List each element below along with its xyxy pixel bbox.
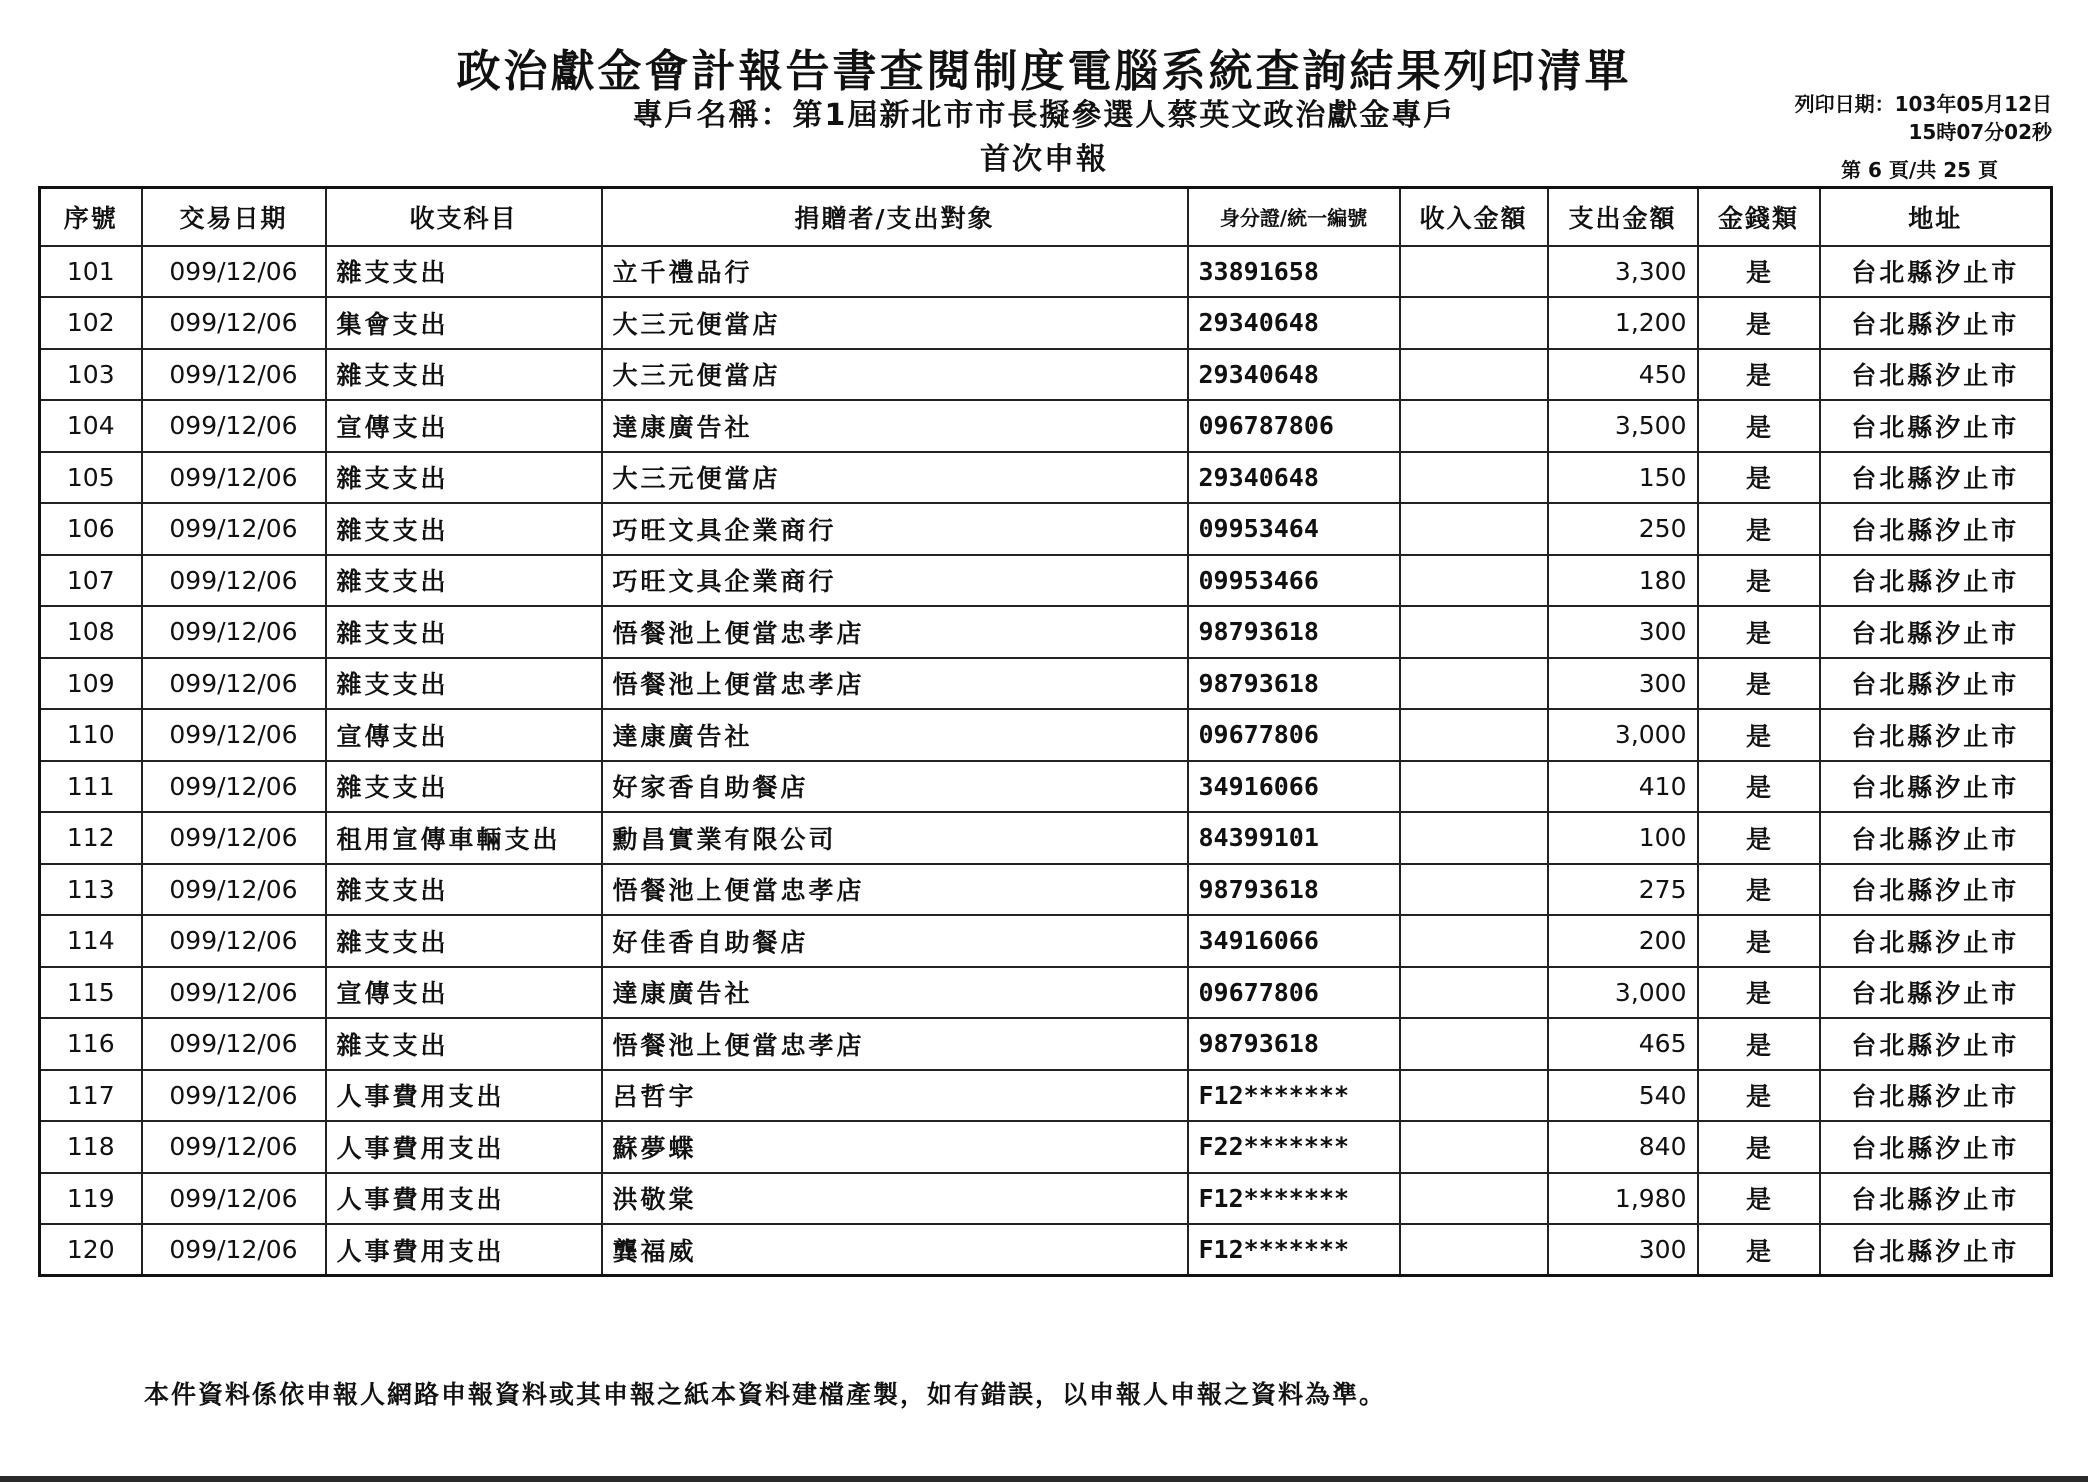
row-id-number: 096787806 (1188, 400, 1400, 452)
table-row (40, 297, 2052, 349)
row-id-number: 29340648 (1188, 297, 1400, 349)
row-income (1400, 1121, 1548, 1173)
row-date: 099/12/06 (142, 864, 326, 916)
row-money-type: 是 (1698, 503, 1820, 555)
row-income (1400, 606, 1548, 658)
row-money-type: 是 (1698, 812, 1820, 864)
row-id-number: 34916066 (1188, 915, 1400, 967)
table-row (40, 1070, 2052, 1122)
row-date: 099/12/06 (142, 915, 326, 967)
row-category: 人事費用支出 (326, 1224, 602, 1276)
row-address: 台北縣汐止市 (1820, 967, 2052, 1019)
row-expense: 450 (1548, 349, 1698, 401)
column-header-category: 收支科目 (326, 188, 602, 246)
row-payee: 達康廣告社 (602, 967, 1188, 1019)
row-address: 台北縣汐止市 (1820, 1018, 2052, 1070)
row-id-number: 29340648 (1188, 349, 1400, 401)
row-address: 台北縣汐止市 (1820, 349, 2052, 401)
table-row (40, 812, 2052, 864)
column-header-id: 身分證/統一編號 (1188, 188, 1400, 246)
row-money-type: 是 (1698, 1070, 1820, 1122)
row-category: 雜支支出 (326, 864, 602, 916)
row-id-number: 34916066 (1188, 761, 1400, 813)
row-address: 台北縣汐止市 (1820, 812, 2052, 864)
row-date: 099/12/06 (142, 1224, 326, 1276)
row-date: 099/12/06 (142, 1173, 326, 1225)
row-payee: 龔福威 (602, 1224, 1188, 1276)
table-row (40, 709, 2052, 761)
row-seq: 107 (40, 555, 142, 607)
row-payee: 悟餐池上便當忠孝店 (602, 1018, 1188, 1070)
row-expense: 250 (1548, 503, 1698, 555)
row-category: 宣傳支出 (326, 709, 602, 761)
row-payee: 立千禮品行 (602, 246, 1188, 298)
footnote: 本件資料係依申報人網路申報資料或其申報之紙本資料建檔產製，如有錯誤，以申報人申報之資料為準。 (144, 1380, 1387, 1409)
table-row (40, 761, 2052, 813)
row-income (1400, 452, 1548, 504)
row-income (1400, 658, 1548, 710)
row-payee: 蘇夢蝶 (602, 1121, 1188, 1173)
row-category: 宣傳支出 (326, 400, 602, 452)
row-expense: 410 (1548, 761, 1698, 813)
row-payee: 大三元便當店 (602, 452, 1188, 504)
row-expense: 465 (1548, 1018, 1698, 1070)
row-id-number: 29340648 (1188, 452, 1400, 504)
row-date: 099/12/06 (142, 761, 326, 813)
table-header-row (40, 188, 2052, 246)
row-income (1400, 915, 1548, 967)
row-payee: 呂哲宇 (602, 1070, 1188, 1122)
row-seq: 112 (40, 812, 142, 864)
row-category: 雜支支出 (326, 1018, 602, 1070)
page-indicator: 第 6 頁/共 25 頁 (1841, 158, 1998, 182)
table-row (40, 915, 2052, 967)
row-money-type: 是 (1698, 452, 1820, 504)
row-address: 台北縣汐止市 (1820, 761, 2052, 813)
row-id-number: F12******* (1188, 1224, 1400, 1276)
row-category: 租用宣傳車輛支出 (326, 812, 602, 864)
row-expense: 150 (1548, 452, 1698, 504)
row-money-type: 是 (1698, 349, 1820, 401)
row-seq: 118 (40, 1121, 142, 1173)
row-seq: 111 (40, 761, 142, 813)
row-payee: 達康廣告社 (602, 709, 1188, 761)
table-row (40, 658, 2052, 710)
row-date: 099/12/06 (142, 555, 326, 607)
row-money-type: 是 (1698, 246, 1820, 298)
row-income (1400, 1173, 1548, 1225)
row-income (1400, 503, 1548, 555)
row-expense: 300 (1548, 606, 1698, 658)
row-payee: 大三元便當店 (602, 349, 1188, 401)
row-category: 雜支支出 (326, 606, 602, 658)
row-date: 099/12/06 (142, 967, 326, 1019)
row-money-type: 是 (1698, 297, 1820, 349)
row-expense: 3,000 (1548, 709, 1698, 761)
row-seq: 115 (40, 967, 142, 1019)
row-payee: 好家香自助餐店 (602, 761, 1188, 813)
row-seq: 106 (40, 503, 142, 555)
row-expense: 540 (1548, 1070, 1698, 1122)
row-date: 099/12/06 (142, 349, 326, 401)
row-payee: 悟餐池上便當忠孝店 (602, 658, 1188, 710)
row-expense: 300 (1548, 1224, 1698, 1276)
row-category: 雜支支出 (326, 915, 602, 967)
table-row (40, 400, 2052, 452)
row-money-type: 是 (1698, 1224, 1820, 1276)
row-seq: 109 (40, 658, 142, 710)
print-time-line: 15時07分02秒 (1908, 120, 2052, 144)
row-expense: 3,500 (1548, 400, 1698, 452)
row-expense: 100 (1548, 812, 1698, 864)
row-expense: 180 (1548, 555, 1698, 607)
row-category: 集會支出 (326, 297, 602, 349)
row-date: 099/12/06 (142, 1070, 326, 1122)
row-expense: 300 (1548, 658, 1698, 710)
column-header-payee: 捐贈者/支出對象 (602, 188, 1188, 246)
account-name: 專戶名稱：第1屆新北市市長擬參選人蔡英文政治獻金專戶 (632, 98, 1456, 133)
column-header-money-type: 金錢類 (1698, 188, 1820, 246)
row-address: 台北縣汐止市 (1820, 658, 2052, 710)
row-seq: 113 (40, 864, 142, 916)
row-seq: 101 (40, 246, 142, 298)
row-money-type: 是 (1698, 606, 1820, 658)
row-id-number: 98793618 (1188, 864, 1400, 916)
row-date: 099/12/06 (142, 1018, 326, 1070)
row-date: 099/12/06 (142, 709, 326, 761)
row-expense: 1,980 (1548, 1173, 1698, 1225)
row-id-number: 09677806 (1188, 967, 1400, 1019)
row-income (1400, 812, 1548, 864)
table-row (40, 1224, 2052, 1276)
row-address: 台北縣汐止市 (1820, 1224, 2052, 1276)
row-payee: 巧旺文具企業商行 (602, 503, 1188, 555)
row-payee: 洪敬棠 (602, 1173, 1188, 1225)
row-expense: 200 (1548, 915, 1698, 967)
column-header-date: 交易日期 (142, 188, 326, 246)
column-header-income: 收入金額 (1400, 188, 1548, 246)
table-row (40, 503, 2052, 555)
row-address: 台北縣汐止市 (1820, 297, 2052, 349)
row-seq: 108 (40, 606, 142, 658)
row-id-number: 33891658 (1188, 246, 1400, 298)
scan-edge (0, 1476, 2088, 1482)
row-id-number: F12******* (1188, 1173, 1400, 1225)
row-date: 099/12/06 (142, 812, 326, 864)
print-date-line: 列印日期：103年05月12日 (1794, 92, 2052, 116)
row-category: 雜支支出 (326, 452, 602, 504)
row-payee: 好佳香自助餐店 (602, 915, 1188, 967)
row-income (1400, 709, 1548, 761)
report-type: 首次申報 (980, 142, 1108, 177)
row-category: 人事費用支出 (326, 1173, 602, 1225)
column-header-address: 地址 (1820, 188, 2052, 246)
print-date (1732, 90, 2052, 146)
row-income (1400, 1018, 1548, 1070)
row-category: 雜支支出 (326, 658, 602, 710)
row-date: 099/12/06 (142, 658, 326, 710)
row-payee: 達康廣告社 (602, 400, 1188, 452)
row-id-number: F12******* (1188, 1070, 1400, 1122)
table-row (40, 452, 2052, 504)
row-date: 099/12/06 (142, 400, 326, 452)
table-row (40, 246, 2052, 298)
row-address: 台北縣汐止市 (1820, 452, 2052, 504)
row-income (1400, 967, 1548, 1019)
page-title: 政治獻金會計報告書查閱制度電腦系統查詢結果列印清單 (456, 46, 1632, 97)
row-money-type: 是 (1698, 915, 1820, 967)
row-money-type: 是 (1698, 1173, 1820, 1225)
row-address: 台北縣汐止市 (1820, 503, 2052, 555)
row-seq: 104 (40, 400, 142, 452)
table-row (40, 864, 2052, 916)
row-date: 099/12/06 (142, 1121, 326, 1173)
row-date: 099/12/06 (142, 503, 326, 555)
row-payee: 巧旺文具企業商行 (602, 555, 1188, 607)
row-seq: 116 (40, 1018, 142, 1070)
row-address: 台北縣汐止市 (1820, 864, 2052, 916)
row-seq: 120 (40, 1224, 142, 1276)
row-expense: 1,200 (1548, 297, 1698, 349)
row-id-number: 84399101 (1188, 812, 1400, 864)
row-income (1400, 555, 1548, 607)
row-address: 台北縣汐止市 (1820, 555, 2052, 607)
row-id-number: F22******* (1188, 1121, 1400, 1173)
row-category: 雜支支出 (326, 246, 602, 298)
row-address: 台北縣汐止市 (1820, 1121, 2052, 1173)
row-id-number: 98793618 (1188, 606, 1400, 658)
table-row (40, 967, 2052, 1019)
table-row (40, 349, 2052, 401)
row-payee: 悟餐池上便當忠孝店 (602, 864, 1188, 916)
row-id-number: 09953464 (1188, 503, 1400, 555)
row-expense: 275 (1548, 864, 1698, 916)
row-income (1400, 349, 1548, 401)
row-money-type: 是 (1698, 761, 1820, 813)
column-header-expense: 支出金額 (1548, 188, 1698, 246)
row-money-type: 是 (1698, 864, 1820, 916)
row-category: 人事費用支出 (326, 1070, 602, 1122)
row-address: 台北縣汐止市 (1820, 709, 2052, 761)
row-address: 台北縣汐止市 (1820, 1173, 2052, 1225)
row-address: 台北縣汐止市 (1820, 1070, 2052, 1122)
table-row (40, 1121, 2052, 1173)
row-address: 台北縣汐止市 (1820, 606, 2052, 658)
row-income (1400, 864, 1548, 916)
row-category: 雜支支出 (326, 761, 602, 813)
table-row (40, 1018, 2052, 1070)
row-money-type: 是 (1698, 400, 1820, 452)
table-row (40, 555, 2052, 607)
row-id-number: 09953466 (1188, 555, 1400, 607)
row-id-number: 98793618 (1188, 1018, 1400, 1070)
column-header-seq: 序號 (40, 188, 142, 246)
row-seq: 117 (40, 1070, 142, 1122)
row-date: 099/12/06 (142, 606, 326, 658)
row-income (1400, 297, 1548, 349)
row-income (1400, 761, 1548, 813)
row-date: 099/12/06 (142, 246, 326, 298)
row-address: 台北縣汐止市 (1820, 400, 2052, 452)
row-date: 099/12/06 (142, 297, 326, 349)
row-payee: 大三元便當店 (602, 297, 1188, 349)
row-date: 099/12/06 (142, 452, 326, 504)
row-money-type: 是 (1698, 658, 1820, 710)
row-money-type: 是 (1698, 709, 1820, 761)
row-address: 台北縣汐止市 (1820, 915, 2052, 967)
row-category: 雜支支出 (326, 349, 602, 401)
row-expense: 840 (1548, 1121, 1698, 1173)
row-expense: 3,000 (1548, 967, 1698, 1019)
table-row (40, 606, 2052, 658)
row-money-type: 是 (1698, 555, 1820, 607)
row-payee: 悟餐池上便當忠孝店 (602, 606, 1188, 658)
table-row (40, 1173, 2052, 1225)
row-money-type: 是 (1698, 967, 1820, 1019)
row-income (1400, 246, 1548, 298)
row-seq: 105 (40, 452, 142, 504)
row-id-number: 09677806 (1188, 709, 1400, 761)
row-seq: 102 (40, 297, 142, 349)
row-address: 台北縣汐止市 (1820, 246, 2052, 298)
row-money-type: 是 (1698, 1121, 1820, 1173)
row-expense: 3,300 (1548, 246, 1698, 298)
row-category: 雜支支出 (326, 503, 602, 555)
row-id-number: 98793618 (1188, 658, 1400, 710)
row-payee: 勳昌實業有限公司 (602, 812, 1188, 864)
row-income (1400, 400, 1548, 452)
row-seq: 103 (40, 349, 142, 401)
records-table (38, 186, 2053, 1277)
row-category: 宣傳支出 (326, 967, 602, 1019)
row-seq: 119 (40, 1173, 142, 1225)
row-category: 雜支支出 (326, 555, 602, 607)
row-seq: 110 (40, 709, 142, 761)
row-money-type: 是 (1698, 1018, 1820, 1070)
row-seq: 114 (40, 915, 142, 967)
row-category: 人事費用支出 (326, 1121, 602, 1173)
row-income (1400, 1070, 1548, 1122)
row-income (1400, 1224, 1548, 1276)
